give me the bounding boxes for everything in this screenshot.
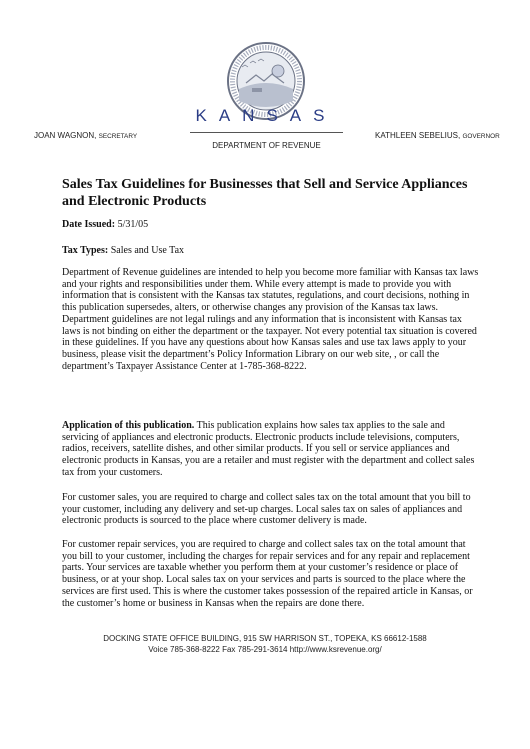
customer-sales-paragraph: For customer sales, you are required to charge and collect sales tax on the total amount that you bill to your customer, including any delivery and set-up charges. Local sales tax on sales of appliances and electronic products is sourced to the place where customer delivery is made.	[62, 492, 471, 527]
governor-name: KATHLEEN SEBELIUS,	[375, 131, 461, 140]
date-label: Date Issued:	[62, 219, 116, 230]
department-name: DEPARTMENT OF REVENUE	[212, 141, 321, 150]
secretary-title: SECRETARY	[98, 133, 138, 140]
secretary-name: JOAN WAGNON,	[34, 131, 97, 140]
governor-title: GOVERNOR	[462, 133, 500, 140]
application-label: Application of this publication.	[62, 420, 195, 431]
tax-types-label: Tax Types:	[62, 245, 109, 256]
document-title: Sales Tax Guidelines for Businesses that Sell and Service Appliances and Electronic Products	[62, 177, 468, 209]
footer-address: DOCKING STATE OFFICE BUILDING, 915 SW HARRISON ST., TOPEKA, KS 66612-1588	[103, 634, 427, 643]
secretary-line	[34, 131, 137, 140]
date-value: 5/31/05	[117, 219, 149, 230]
footer-contact: Voice 785-368-8222 Fax 785-291-3614 http://www.ksrevenue.org/	[148, 645, 382, 654]
tax-types	[62, 245, 184, 257]
governor-line	[375, 131, 500, 140]
application-text: This publication explains how sales tax applies to the sale and servicing of appliances and electronic products. Electronic products include televisions, computers, radios, receivers, satellite dishes, and other similar products. If you sell or service appliances and electronic products in Kansas, you are a retailer and must register with the department and collect sales tax from your customers.	[62, 420, 475, 478]
application-paragraph	[62, 420, 480, 479]
repair-services-paragraph: For customer repair services, you are required to charge and collect sales tax on the total amount that you bill to your customer, including the charges for repair services and for any repair and replacement parts. Your services are taxable whether you perform them at your customer’s residence or place of business, or at your shop. Local sales tax on your services and parts is sourced to the place where the services are first used. This is where the customer takes possession of the repaired article in Kansas, or the customer’s home or business in Kansas when the repairs are done there.	[62, 539, 473, 609]
tax-types-value: Sales and Use Tax	[110, 245, 185, 256]
intro-paragraph: Department of Revenue guidelines are intended to help you become more familiar with Kansas tax laws and your rights and responsibilities under them. While every attempt is made to provide you with information that is consistent with the Kansas tax statutes, regulations, and court decisions, nothing in this publication supersedes, alters, or otherwise changes any provision of the Kansas tax laws. Department guidelines are not legal rulings and any information that is inconsistent with Kansas tax laws is not binding on either the department or the taxpayer. Not every potential tax situation is covered in these guidelines. If you have any questions about how Kansas sales and use tax laws apply to your business, please visit the department’s Policy Information Library on our web site, , or call the department’s Taxpayer Assistance Center at 1-785-368-8222.	[62, 267, 479, 372]
letterhead-divider	[190, 132, 343, 133]
date-issued	[62, 219, 148, 231]
state-name-wordmark: KANSAS	[195, 106, 337, 125]
